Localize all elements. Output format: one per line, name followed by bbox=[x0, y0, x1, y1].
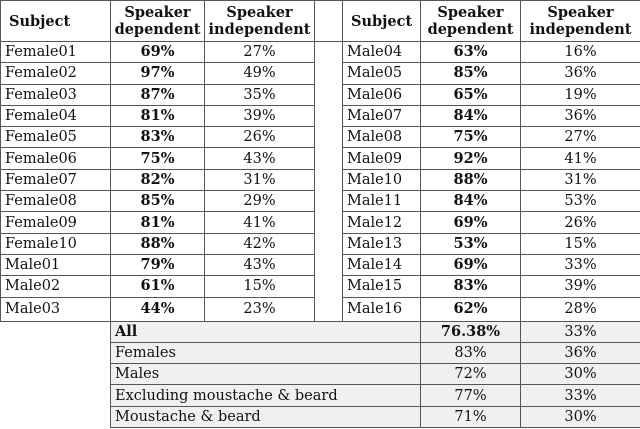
subject-cell: Male15 bbox=[343, 276, 421, 297]
dependent-cell: 82% bbox=[111, 169, 205, 190]
header-dependent-line1: Speaker bbox=[124, 4, 191, 21]
independent-cell: 41% bbox=[205, 212, 315, 233]
subject-cell: Female04 bbox=[1, 105, 111, 126]
subject-cell: Female02 bbox=[1, 63, 111, 84]
header-independent-line1: Speaker bbox=[226, 4, 293, 21]
dependent-cell: 69% bbox=[111, 42, 205, 63]
independent-cell: 39% bbox=[521, 276, 640, 297]
independent-cell: 39% bbox=[205, 105, 315, 126]
subject-cell: Male05 bbox=[343, 63, 421, 84]
dependent-cell: 44% bbox=[111, 297, 205, 321]
independent-cell: 27% bbox=[205, 42, 315, 63]
summary-dependent: 76.38% bbox=[421, 321, 521, 342]
independent-cell: 27% bbox=[521, 127, 640, 148]
table-row bbox=[1, 63, 640, 84]
subject-cell: Male11 bbox=[343, 191, 421, 212]
subject-cell: Male06 bbox=[343, 84, 421, 105]
subject-cell: Female09 bbox=[1, 212, 111, 233]
subject-cell: Female07 bbox=[1, 169, 111, 190]
column-gap bbox=[315, 212, 343, 233]
column-gap bbox=[315, 127, 343, 148]
independent-cell: 36% bbox=[521, 63, 640, 84]
dependent-cell: 62% bbox=[421, 297, 521, 321]
independent-cell: 49% bbox=[205, 63, 315, 84]
independent-cell: 42% bbox=[205, 233, 315, 254]
independent-cell: 35% bbox=[205, 84, 315, 105]
header-independent-line2: independent bbox=[208, 21, 311, 38]
dependent-cell: 84% bbox=[421, 191, 521, 212]
column-gap bbox=[315, 276, 343, 297]
header-dependent-line2: dependent bbox=[427, 21, 514, 38]
header-dependent-line2: dependent bbox=[114, 21, 201, 38]
column-gap bbox=[315, 233, 343, 254]
independent-cell: 53% bbox=[521, 191, 640, 212]
dependent-cell: 69% bbox=[421, 254, 521, 275]
summary-label: Males bbox=[111, 364, 421, 385]
header-subject-left: Subject bbox=[1, 1, 111, 42]
independent-cell: 23% bbox=[205, 297, 315, 321]
table-row bbox=[1, 105, 640, 126]
subject-cell: Female05 bbox=[1, 127, 111, 148]
table-row bbox=[1, 233, 640, 254]
dependent-cell: 84% bbox=[421, 105, 521, 126]
subject-cell: Male10 bbox=[343, 169, 421, 190]
table-row bbox=[1, 212, 640, 233]
column-gap bbox=[315, 148, 343, 169]
subject-cell: Male01 bbox=[1, 254, 111, 275]
table-row bbox=[1, 297, 640, 321]
summary-dependent: 71% bbox=[421, 406, 521, 427]
column-gap bbox=[315, 1, 343, 42]
empty-cell bbox=[1, 385, 111, 406]
header-independent-line1: Speaker bbox=[547, 4, 614, 21]
subject-cell: Female08 bbox=[1, 191, 111, 212]
table-row bbox=[1, 84, 640, 105]
dependent-cell: 61% bbox=[111, 276, 205, 297]
table-row bbox=[1, 42, 640, 63]
dependent-cell: 87% bbox=[111, 84, 205, 105]
table-row bbox=[1, 169, 640, 190]
dependent-cell: 65% bbox=[421, 84, 521, 105]
table-row bbox=[1, 148, 640, 169]
subject-cell: Female03 bbox=[1, 84, 111, 105]
empty-cell bbox=[1, 321, 111, 342]
summary-independent: 30% bbox=[521, 406, 640, 427]
table-row bbox=[1, 127, 640, 148]
dependent-cell: 81% bbox=[111, 105, 205, 126]
summary-row bbox=[1, 321, 640, 342]
dependent-cell: 81% bbox=[111, 212, 205, 233]
summary-dependent: 83% bbox=[421, 342, 521, 363]
header-independent-right bbox=[521, 1, 640, 42]
subject-cell: Male07 bbox=[343, 105, 421, 126]
column-gap bbox=[315, 254, 343, 275]
subject-cell: Male12 bbox=[343, 212, 421, 233]
independent-cell: 15% bbox=[205, 276, 315, 297]
column-gap bbox=[315, 297, 343, 321]
independent-cell: 36% bbox=[521, 105, 640, 126]
empty-cell bbox=[1, 364, 111, 385]
summary-row bbox=[1, 342, 640, 363]
empty-cell bbox=[1, 406, 111, 427]
summary-dependent: 72% bbox=[421, 364, 521, 385]
column-gap bbox=[315, 191, 343, 212]
summary-dependent: 77% bbox=[421, 385, 521, 406]
independent-cell: 26% bbox=[205, 127, 315, 148]
subject-cell: Male09 bbox=[343, 148, 421, 169]
summary-row bbox=[1, 364, 640, 385]
column-gap bbox=[315, 169, 343, 190]
summary-row bbox=[1, 406, 640, 427]
table-body bbox=[1, 42, 640, 428]
independent-cell: 41% bbox=[521, 148, 640, 169]
column-gap bbox=[315, 63, 343, 84]
dependent-cell: 92% bbox=[421, 148, 521, 169]
dependent-cell: 75% bbox=[111, 148, 205, 169]
independent-cell: 43% bbox=[205, 148, 315, 169]
summary-independent: 33% bbox=[521, 321, 640, 342]
dependent-cell: 69% bbox=[421, 212, 521, 233]
dependent-cell: 88% bbox=[111, 233, 205, 254]
independent-cell: 29% bbox=[205, 191, 315, 212]
summary-independent: 30% bbox=[521, 364, 640, 385]
independent-cell: 28% bbox=[521, 297, 640, 321]
table-row bbox=[1, 254, 640, 275]
table-row bbox=[1, 191, 640, 212]
subject-cell: Female10 bbox=[1, 233, 111, 254]
subject-cell: Female06 bbox=[1, 148, 111, 169]
independent-cell: 16% bbox=[521, 42, 640, 63]
header-dependent-left bbox=[111, 1, 205, 42]
subject-cell: Male16 bbox=[343, 297, 421, 321]
dependent-cell: 85% bbox=[421, 63, 521, 84]
summary-independent: 36% bbox=[521, 342, 640, 363]
independent-cell: 33% bbox=[521, 254, 640, 275]
independent-cell: 26% bbox=[521, 212, 640, 233]
subject-cell: Male13 bbox=[343, 233, 421, 254]
independent-cell: 31% bbox=[521, 169, 640, 190]
subject-cell: Male08 bbox=[343, 127, 421, 148]
independent-cell: 15% bbox=[521, 233, 640, 254]
summary-label: Moustache & beard bbox=[111, 406, 421, 427]
header-subject-right: Subject bbox=[343, 1, 421, 42]
dependent-cell: 75% bbox=[421, 127, 521, 148]
header-dependent-right bbox=[421, 1, 521, 42]
independent-cell: 31% bbox=[205, 169, 315, 190]
summary-independent: 33% bbox=[521, 385, 640, 406]
summary-label: Excluding moustache & beard bbox=[111, 385, 421, 406]
dependent-cell: 97% bbox=[111, 63, 205, 84]
header-dependent-line1: Speaker bbox=[437, 4, 504, 21]
column-gap bbox=[315, 42, 343, 63]
independent-cell: 19% bbox=[521, 84, 640, 105]
summary-label: Females bbox=[111, 342, 421, 363]
empty-cell bbox=[1, 342, 111, 363]
dependent-cell: 53% bbox=[421, 233, 521, 254]
dependent-cell: 79% bbox=[111, 254, 205, 275]
dependent-cell: 83% bbox=[421, 276, 521, 297]
summary-label: All bbox=[111, 321, 421, 342]
column-gap bbox=[315, 105, 343, 126]
subject-cell: Male03 bbox=[1, 297, 111, 321]
independent-cell: 43% bbox=[205, 254, 315, 275]
dependent-cell: 88% bbox=[421, 169, 521, 190]
subject-cell: Male04 bbox=[343, 42, 421, 63]
subject-cell: Male14 bbox=[343, 254, 421, 275]
table-row bbox=[1, 276, 640, 297]
summary-row bbox=[1, 385, 640, 406]
dependent-cell: 85% bbox=[111, 191, 205, 212]
column-gap bbox=[315, 84, 343, 105]
subject-cell: Male02 bbox=[1, 276, 111, 297]
header-independent-line2: independent bbox=[529, 21, 632, 38]
header-row bbox=[1, 1, 640, 42]
dependent-cell: 83% bbox=[111, 127, 205, 148]
header-independent-left bbox=[205, 1, 315, 42]
dependent-cell: 63% bbox=[421, 42, 521, 63]
subject-cell: Female01 bbox=[1, 42, 111, 63]
